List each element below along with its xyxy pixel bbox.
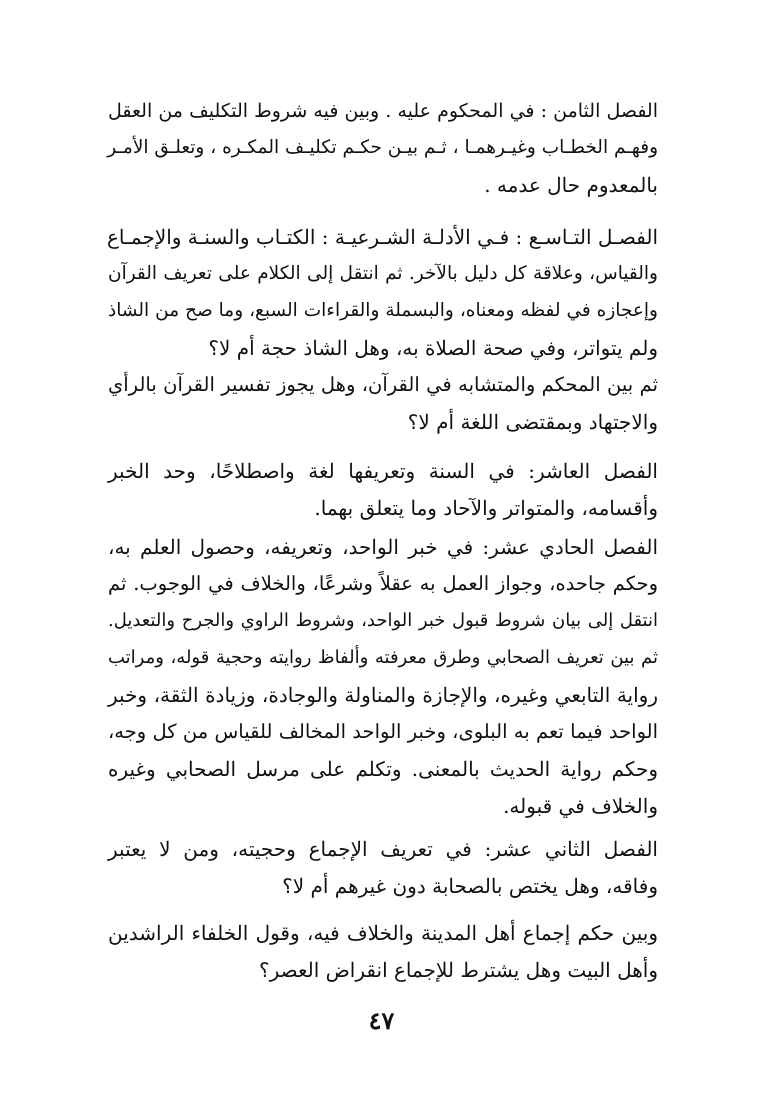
paragraph-line: الفصل الثاني عشر: في تعريف الإجماع وحجيته، ومن لا يعتبر bbox=[108, 837, 658, 861]
paragraph-line: وإعجازه في لفظه ومعناه، والبسملة والقراءات السبع، وما صح من الشاذ bbox=[108, 300, 658, 321]
paragraph-line: ولم يتواتر، وفي صحة الصلاة به، وهل الشاذ حجة أم لا؟ bbox=[208, 336, 658, 360]
paragraph-line: وفاقه، وهل يختص بالصحابة دون غيرهم أم لا؟ bbox=[282, 874, 658, 898]
paragraph-line: وأهل البيت وهل يشترط للإجماع انقراض العصر؟ bbox=[258, 958, 658, 982]
paragraph-line: ثم بين تعريف الصحابي وطرق معرفته وألفاظ روايته وحجية قوله، ومراتب bbox=[108, 647, 658, 668]
page-number: ٤٧ bbox=[368, 1006, 395, 1035]
paragraph-line: والاجتهاد وبمقتضى اللغة أم لا؟ bbox=[407, 410, 658, 434]
paragraph-line: الفصـل التـاسـع : فـي الأدلـة الشـرعيـة : الكتـاب والسنـة والإجمـاع bbox=[107, 225, 658, 249]
paragraph-line: ثم بين المحكم والمتشابه في القرآن، وهل يجوز تفسير القرآن بالرأي bbox=[108, 373, 658, 396]
paragraph-line: الفصل الثامن : في المحكوم عليه . وبين فيه شروط التكليف من العقل bbox=[108, 100, 658, 122]
paragraph-line: والخلاف في قبوله. bbox=[503, 794, 658, 818]
paragraph-line: وأقسامه، والمتواتر والآحاد وما يتعلق بهما. bbox=[314, 496, 658, 520]
paragraph-line: الفصل العاشر: في السنة وتعريفها لغة واصطلاحًا، وحد الخبر bbox=[108, 459, 658, 483]
paragraph-line: انتقل إلى بيان شروط قبول خبر الواحد، وشروط الراوي والجرح والتعديل. bbox=[108, 610, 658, 631]
paragraph-line: بالمعدوم حال عدمه . bbox=[484, 173, 658, 197]
paragraph-line: وحكم رواية الحديث بالمعنى. وتكلم على مرسل الصحابي وغيره bbox=[108, 757, 658, 781]
paragraph-line: وحكم جاحده، وجواز العمل به عقلاً وشرعًا، والخلاف في الوجوب. ثم bbox=[108, 572, 658, 595]
paragraph-line: وفهـم الخطـاب وغيـرهمـا ، ثـم بيـن حكـم تكليـف المكـره ، وتعلـق الأمـر bbox=[107, 137, 658, 158]
paragraph-line: الفصل الحادي عشر: في خبر الواحد، وتعريفه، وحصول العلم به، bbox=[108, 535, 658, 559]
paragraph-line: وبين حكم إجماع أهل المدينة والخلاف فيه، وقول الخلفاء الراشدين bbox=[108, 921, 658, 945]
paragraph-line: والقياس، وعلاقة كل دليل بالآخر. ثم انتقل إلى الكلام على تعريف القرآن bbox=[108, 263, 658, 284]
paragraph-line: الواحد فيما تعم به البلوى، وخبر الواحد المخالف للقياس من كل وجه، bbox=[108, 720, 658, 743]
paragraph-line: رواية التابعي وغيره، والإجازة والمناولة والوجادة، وزيادة الثقة، وخبر bbox=[108, 683, 658, 707]
